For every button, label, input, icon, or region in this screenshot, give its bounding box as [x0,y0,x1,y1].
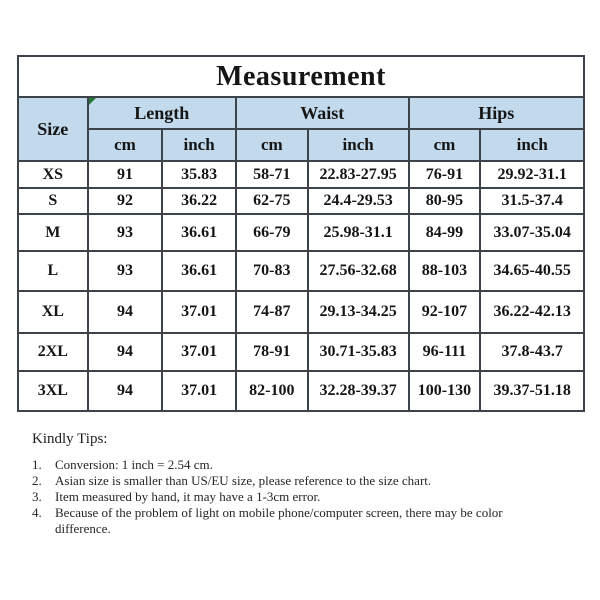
tip-text: Conversion: 1 inch = 2.54 cm. [55,457,213,472]
column-header-hips: Hips [409,97,585,129]
cell-size: XL [18,291,88,333]
cell-size: 2XL [18,333,88,371]
page-title: Measurement [18,56,584,97]
table-row [18,371,584,411]
cell-waist-inch: 22.83-27.95 [308,161,409,188]
tip-number: 3. [32,489,42,504]
table-row [18,251,584,291]
cell-length-inch: 37.01 [162,371,236,411]
cell-waist-cm: 70-83 [236,251,308,291]
table-row [18,188,584,214]
cell-size: L [18,251,88,291]
cell-hips-inch: 31.5-37.4 [480,188,584,214]
cell-length-inch: 35.83 [162,161,236,188]
cell-size: M [18,214,88,251]
kindly-tips-section [32,431,537,537]
cell-size: S [18,188,88,214]
cell-hips-inch: 39.37-51.18 [480,371,584,411]
cell-hips-cm: 100-130 [409,371,481,411]
cell-hips-inch: 29.92-31.1 [480,161,584,188]
unit-header-hips-inch: inch [480,129,584,161]
cell-length-cm: 94 [88,291,163,333]
column-header-length [88,97,236,129]
cell-waist-inch: 30.71-35.83 [308,333,409,371]
cell-length-inch: 36.61 [162,251,236,291]
column-header-size: Size [18,97,88,161]
cell-length-inch: 37.01 [162,291,236,333]
cell-waist-cm: 66-79 [236,214,308,251]
unit-header-waist-inch: inch [308,129,409,161]
cell-hips-inch: 33.07-35.04 [480,214,584,251]
cell-length-inch: 36.22 [162,188,236,214]
cell-hips-inch: 37.8-43.7 [480,333,584,371]
unit-header-waist-cm: cm [236,129,308,161]
cell-length-inch: 37.01 [162,333,236,371]
list-item [32,473,537,489]
tip-number: 2. [32,473,42,488]
cell-waist-cm: 78-91 [236,333,308,371]
list-item [32,457,537,473]
cell-waist-cm: 58-71 [236,161,308,188]
tips-heading: Kindly Tips: [32,431,108,447]
cell-hips-inch: 34.65-40.55 [480,251,584,291]
tip-text: Item measured by hand, it may have a 1-3cm error. [55,489,321,504]
unit-header-length-inch: inch [162,129,236,161]
table-title-row [18,56,584,97]
cell-hips-cm: 96-111 [409,333,481,371]
cell-length-cm: 94 [88,371,163,411]
tip-text: Asian size is smaller than US/EU size, please reference to the size chart. [55,473,432,488]
cell-hips-cm: 80-95 [409,188,481,214]
cell-hips-cm: 76-91 [409,161,481,188]
list-item [32,505,537,536]
cell-size: 3XL [18,371,88,411]
list-item [32,489,537,505]
tip-number: 1. [32,457,42,472]
cell-length-cm: 93 [88,251,163,291]
cell-hips-cm: 88-103 [409,251,481,291]
cell-size: XS [18,161,88,188]
cell-length-cm: 93 [88,214,163,251]
cell-length-inch: 36.61 [162,214,236,251]
cell-waist-cm: 62-75 [236,188,308,214]
unit-header-length-cm: cm [88,129,163,161]
table-row [18,214,584,251]
cell-waist-inch: 32.28-39.37 [308,371,409,411]
table-unit-header-row [18,129,584,161]
column-header-length-label: Length [134,102,190,123]
cell-length-cm: 92 [88,188,163,214]
cell-waist-inch: 25.98-31.1 [308,214,409,251]
table-row [18,291,584,333]
column-header-waist: Waist [236,97,409,129]
measurement-table [17,55,585,412]
cell-waist-cm: 74-87 [236,291,308,333]
unit-header-hips-cm: cm [409,129,481,161]
tip-text: Because of the problem of light on mobile phone/computer screen, there may be color difference. [55,505,503,536]
tip-number: 4. [32,505,42,520]
cell-length-cm: 94 [88,333,163,371]
cell-hips-cm: 92-107 [409,291,481,333]
cell-waist-inch: 24.4-29.53 [308,188,409,214]
table-row [18,333,584,371]
cell-length-cm: 91 [88,161,163,188]
cell-hips-inch: 36.22-42.13 [480,291,584,333]
cell-waist-inch: 27.56-32.68 [308,251,409,291]
table-row [18,161,584,188]
cell-waist-cm: 82-100 [236,371,308,411]
cell-corner-marker-icon [89,98,96,105]
cell-waist-inch: 29.13-34.25 [308,291,409,333]
cell-hips-cm: 84-99 [409,214,481,251]
table-group-header-row [18,97,584,129]
size-table [17,55,585,412]
